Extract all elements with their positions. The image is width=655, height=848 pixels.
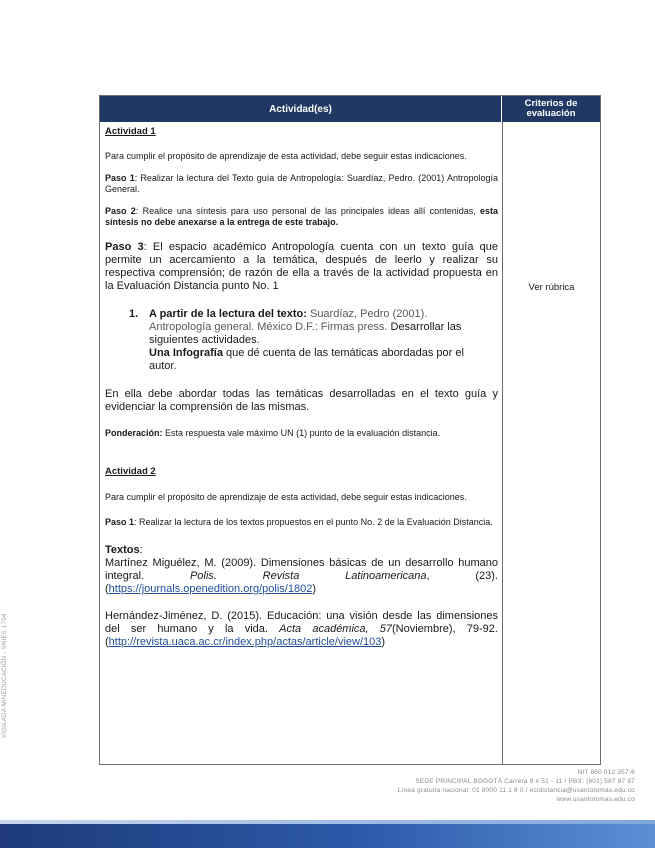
reference-1: Martínez Miguélez, M. (2009). Dimensiones básicas de un desarrollo humano integral. Polis. Revista Latinoamericana, (23). (https://journals.openedition.org/polis/1802) (105, 557, 498, 595)
activity-1-ponderacion: Ponderación: Esta respuesta vale máximo UN (1) punto de la evaluación distancia. (105, 428, 441, 438)
column-divider (502, 122, 503, 764)
list-number: 1. (129, 308, 139, 320)
list-body: A partir de la lectura del texto: Suardíaz, Pedro (2001). Antropología general. México D.F.: Firmas press. Desarrollar las siguientes actividades. Una Infografía que dé cuenta de las temáticas abordadas por el autor. (149, 308, 464, 372)
reference-1-link[interactable]: https://journals.openedition.org/polis/1802 (108, 583, 313, 595)
activities-table (99, 95, 601, 765)
criteria-value: Ver rúbrica (528, 282, 575, 293)
activity-1-title: Actividad 1 (105, 126, 156, 137)
activity-1-paso-1: Paso 1: Realizar la lectura del Texto guía de Antropología: Suardíaz, Pedro. (2001) Antropología General. (105, 173, 498, 194)
footer-linea: Línea gratuita nacional: 01 8000 11 1 8 0 / ecidistancia@usantotomas.edu.co (397, 787, 635, 794)
activity-2-paso-1: Paso 1: Realizar la lectura de los textos propuestos en el punto No. 2 de la Evaluación Distancia. (105, 517, 493, 527)
header-criteria: Criterios de evaluación (524, 98, 578, 119)
footer-band (0, 824, 655, 848)
activity-2-title: Actividad 2 (105, 466, 156, 477)
textos-label: Textos: (105, 544, 143, 556)
reference-2: Hernández-Jiménez, D. (2015). Educación: una visión desde las dimensiones del ser humano y la vida. Acta académica, 57(Noviembre), 79-92. (http://revista.uaca.ac.cr/index.php/actas/article/view/103) (105, 610, 498, 648)
footer-contact (398, 768, 635, 804)
header-activity: Actividad(es) (100, 96, 502, 122)
activity-1-closing: En ella debe abordar todas las temáticas desarrolladas en el texto guía y evidenciar la comprensión de las mismas. (105, 388, 498, 413)
footer-web: www.usantotomas.edu.co (556, 796, 635, 803)
activity-1-intro: Para cumplir el propósito de aprendizaje de esta actividad, debe seguir estas indicaciones. (105, 151, 467, 161)
activity-1-paso-3: Paso 3: El espacio académico Antropología cuenta con un texto guía que permite un acercamiento a la temática, después de leerlo y realizar su respectiva comprensión; de razón de ella a través de la actividad propuesta en la Evaluación Distancia punto No. 1 (105, 241, 499, 292)
activity-1-paso-2: Paso 2: Realice una síntesis para uso personal de las principales ideas allí contenidas, esta síntesis no debe anexarse a la entrega de este trabajo. (105, 206, 498, 227)
activity-cell (105, 126, 498, 649)
footer-nit: NIT 860 012 357-6 (577, 769, 635, 776)
footer-sede: SEDE PRINCIPAL BOGOTÁ Carrera 9 # 51 - 11 / PBX: (601) 587 87 97 (415, 778, 635, 785)
reference-2-link[interactable]: http://revista.uaca.ac.cr/index.php/actas/article/view/103 (108, 636, 382, 648)
table-header (100, 96, 600, 122)
list-item (129, 308, 498, 373)
activity-2-intro: Para cumplir el propósito de aprendizaje de esta actividad, debe seguir estas indicaciones. (105, 492, 467, 502)
side-watermark: VIGILADA MINEDUCACIÓN - SNIES 1704 (2, 613, 8, 738)
